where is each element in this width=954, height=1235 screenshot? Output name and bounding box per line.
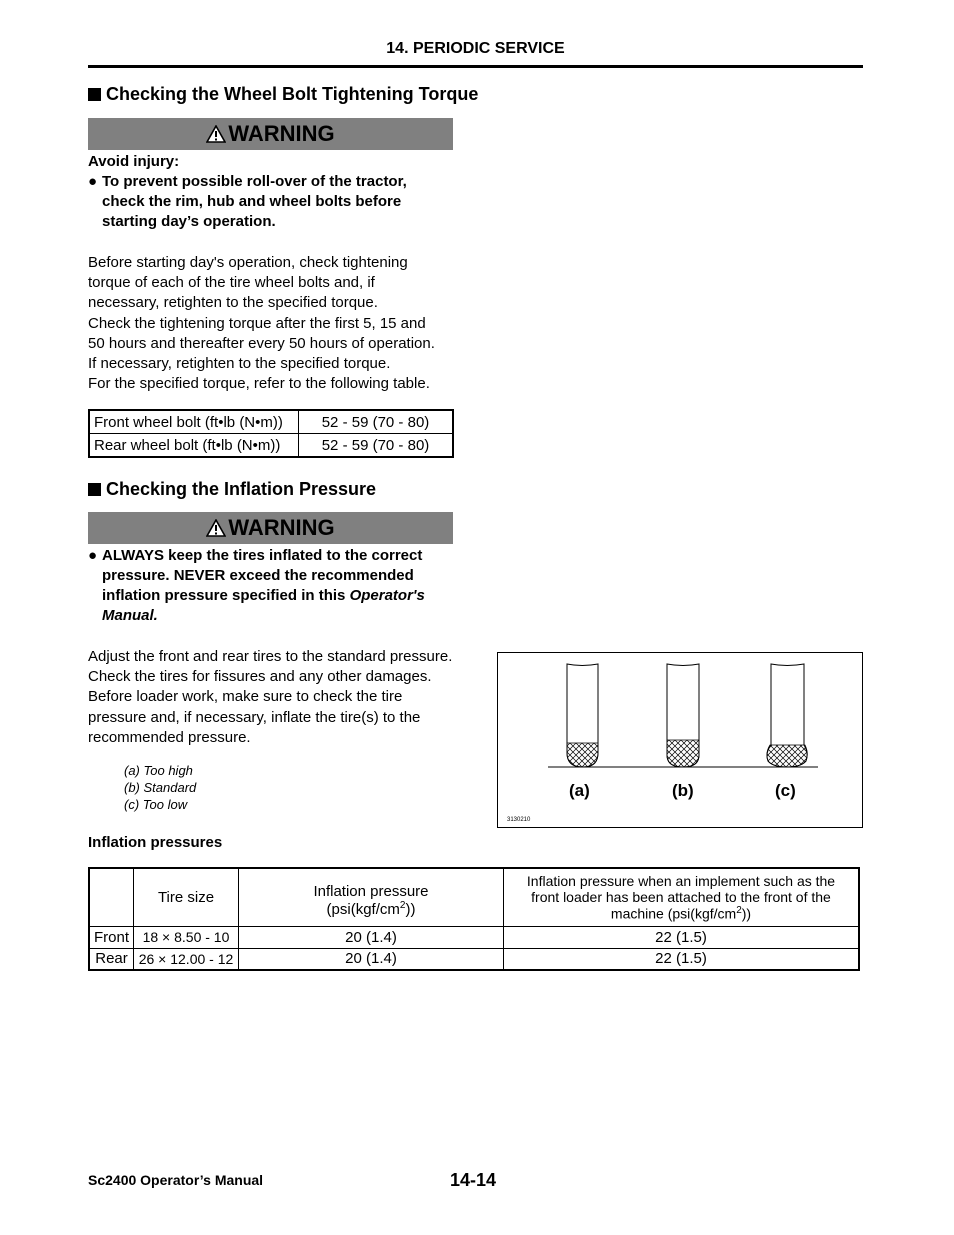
square-bullet-icon [88, 88, 101, 101]
warning-banner: WARNING [88, 512, 453, 544]
warning-bullet: ● To prevent possible roll-over of the tractor, check the rim, hub and wheel bolts before starting day’s operation. [88, 173, 407, 230]
inflation-instructions: Adjust the front and rear tires to the standard pressure. Check the tires for fissures and any other damages. Before loader work, make sure to check the tire pressure and, if necessary, inflate the tire(s) to the recommended pressure. [88, 648, 453, 746]
torque-table [88, 409, 454, 458]
warning-content [88, 152, 458, 232]
wheel-bolt-instructions: Before starting day's operation, check tightening torque of each of the tire wheel bolts and, if necessary, retighten to the specified torque. Check the tightening torque after the first 5, 15 and 50 hours and thereafter every 50 hours of operation. If necessary, retighten to the specified torque. For the specified torque, refer to the following table. [88, 254, 435, 393]
section-title-wheel-bolt: Checking the Wheel Bolt Tightening Torque [88, 84, 478, 105]
header-rule [88, 65, 863, 68]
figure-code: 3130210 [507, 817, 531, 823]
tire-pressure-figure [497, 652, 863, 828]
warning-banner: WARNING [88, 118, 453, 150]
figure-label-c: (c) [775, 781, 796, 800]
avoid-injury-label: Avoid injury: [88, 153, 180, 170]
section-title-inflation: Checking the Inflation Pressure [88, 479, 376, 500]
warning-triangle-icon [206, 519, 226, 537]
table-title: Inflation pressures [88, 834, 223, 851]
inflation-pressure-table [88, 867, 860, 971]
table-row: Rear 26 × 12.00 - 12 20 (1.4) 22 (1.5) [89, 948, 859, 970]
tire-standard [667, 664, 699, 767]
figure-captions: (a) Too high (b) Standard (c) Too low [124, 763, 197, 812]
table-row: Front wheel bolt (ft•lb (N•m)) 52 - 59 (70 - 80) [89, 410, 453, 434]
page-header-title: 14. PERIODIC SERVICE [386, 40, 565, 57]
bullet-dot-icon: ● [88, 547, 98, 564]
tire-too-low [767, 664, 807, 767]
footer-page-number: 14-14 [450, 1170, 497, 1190]
table-row: Front 18 × 8.50 - 10 20 (1.4) 22 (1.5) [89, 926, 859, 948]
footer-manual-title: Sc2400 Operator’s Manual [88, 1172, 264, 1188]
figure-label-b: (b) [672, 781, 694, 800]
warning-triangle-icon [206, 125, 226, 143]
tire-too-high [567, 664, 598, 767]
figure-label-a: (a) [569, 781, 590, 800]
warning-bullet: ● ALWAYS keep the tires inflated to the correct pressure. NEVER exceed the recommended inflation pressure specified in this Operator's Manual. [88, 547, 425, 624]
table-row: Rear wheel bolt (ft•lb (N•m)) 52 - 59 (70 - 80) [89, 434, 453, 458]
table-header-row: Tire size Inflation pressure $(psi(kgf/cm^2))$ Inflation pressure when an implement such as the front loader has been attached to the front of the machine $(psi(kgf/cm^2))$ [89, 868, 859, 926]
square-bullet-icon [88, 483, 101, 496]
bullet-dot-icon: ● [88, 173, 98, 190]
